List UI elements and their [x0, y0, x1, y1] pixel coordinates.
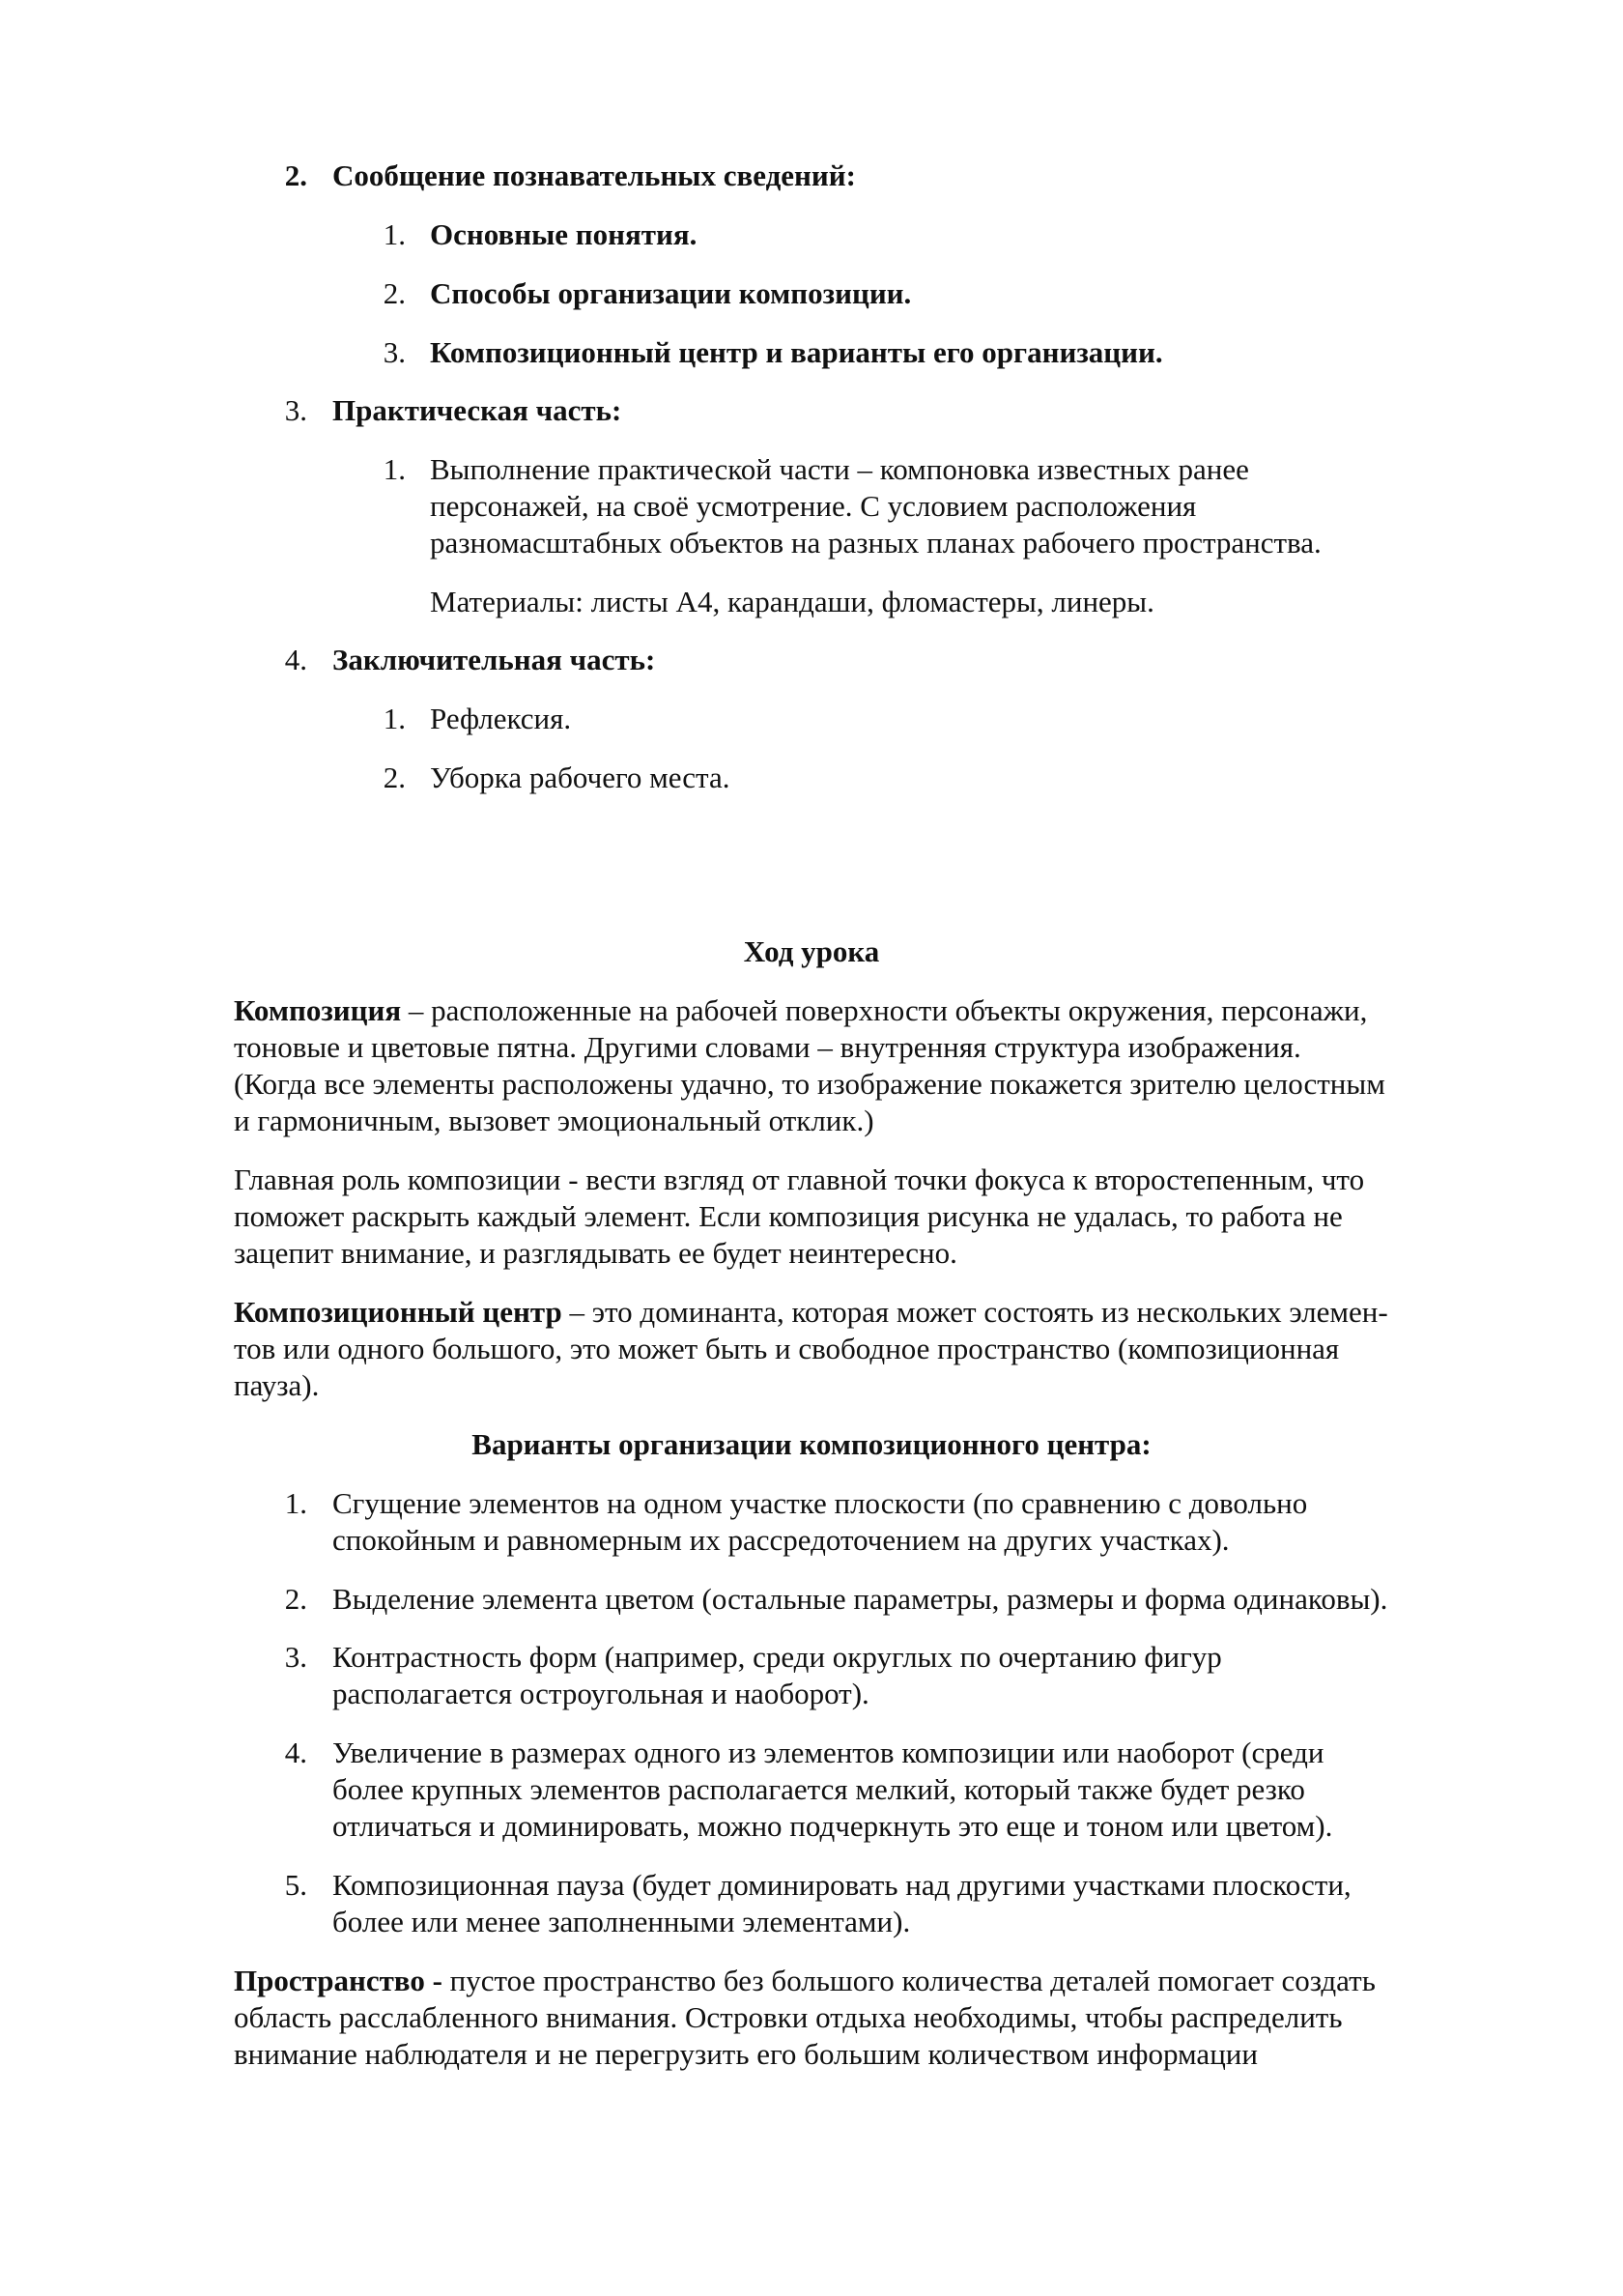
- variant-line: Контрастность форм (например, среди округлых по очертанию фигур: [332, 1640, 1222, 1674]
- paragraph-line: пауза).: [234, 1368, 320, 1402]
- plan-heading-4: Заключительная часть:: [332, 643, 656, 676]
- plan-heading-2: Сообщение познавательных сведений:: [332, 158, 856, 192]
- variant-line: отличаться и доминировать, можно подчеркнуть это еще и тоном или цветом).: [332, 1809, 1333, 1843]
- center-paragraph: [234, 1294, 1388, 1331]
- list-number: 2.: [284, 1582, 307, 1616]
- variant-line: более крупных элементов располагается мелкий, который также будет резко: [332, 1772, 1305, 1806]
- list-number: 2.: [284, 158, 307, 192]
- paragraph-line: – это доминанта, которая может состоять из нескольких элемен-: [561, 1295, 1388, 1329]
- list-number: 3.: [284, 393, 307, 427]
- variant-line: располагается остроугольная и наоборот).: [332, 1677, 869, 1710]
- plan-subitem: Композиционный центр и варианты его организации.: [430, 335, 1163, 369]
- variant-line: Увеличение в размерах одного из элементов композиции или наоборот (среди: [332, 1736, 1324, 1769]
- paragraph-line: тоновые и цветовые пятна. Другими словами – внутренняя структура изображения.: [234, 1030, 1301, 1064]
- paragraph-line: область расслабленного внимания. Островки отдыха необходимы, чтобы распределить: [234, 2000, 1343, 2034]
- term-center: Композиционный центр: [234, 1295, 562, 1329]
- plan-heading-3: Практическая часть:: [332, 393, 622, 427]
- variant-line: Композиционная пауза (будет доминировать над другими участками плоскости,: [332, 1868, 1352, 1902]
- paragraph-line: пустое пространство без большого количества деталей помогает создать: [441, 1964, 1376, 1997]
- plan-subitem: Рефлексия.: [430, 702, 572, 735]
- plan-subitem: Уборка рабочего места.: [430, 761, 730, 794]
- paragraph-line: – расположенные на рабочей поверхности объекты окружения, персонажи,: [401, 993, 1368, 1027]
- list-number: 4.: [284, 1736, 307, 1769]
- list-number: 1.: [383, 217, 406, 251]
- term-composition: Композиция: [234, 993, 402, 1027]
- list-number: 2.: [383, 276, 406, 310]
- plan-subitem: Основные понятия.: [430, 217, 698, 251]
- role-paragraph-line: зацепит внимание, и разглядывать ее будет неинтересно.: [234, 1236, 957, 1270]
- plan-practice-line: разномасштабных объектов на разных планах рабочего пространства.: [430, 526, 1322, 560]
- plan-practice-line: персонажей, на своё усмотрение. С условием расположения: [430, 489, 1197, 523]
- paragraph-line: и гармоничным, вызовет эмоциональный отклик.): [234, 1104, 874, 1137]
- variant-line: Выделение элемента цветом (остальные параметры, размеры и форма одинаковы).: [332, 1582, 1388, 1616]
- paragraph-line: внимание наблюдателя и не перегрузить его большим количеством информации: [234, 2037, 1258, 2071]
- variants-title: Варианты организации композиционного центра:: [471, 1427, 1152, 1461]
- space-paragraph: [234, 1963, 1376, 1999]
- list-number: 3.: [383, 335, 406, 369]
- term-space: Пространство -: [234, 1964, 442, 1997]
- list-number: 4.: [284, 643, 307, 676]
- role-paragraph-line: Главная роль композиции - вести взгляд от главной точки фокуса к второстепенным, что: [234, 1162, 1365, 1196]
- list-number: 2.: [383, 761, 406, 794]
- variant-line: более или менее заполненными элементами).: [332, 1905, 911, 1938]
- plan-subitem: Способы организации композиции.: [430, 276, 912, 310]
- list-number: 1.: [284, 1486, 307, 1520]
- composition-paragraph: [234, 992, 1367, 1029]
- plan-practice-line: Выполнение практической части – компоновка известных ранее: [430, 452, 1249, 486]
- lesson-title: Ход урока: [743, 934, 880, 968]
- list-number: 1.: [383, 702, 406, 735]
- list-number: 5.: [284, 1868, 307, 1902]
- list-number: 1.: [383, 452, 406, 486]
- plan-materials: Материалы: листы А4, карандаши, фломастеры, линеры.: [430, 585, 1154, 618]
- variant-line: Сгущение элементов на одном участке плоскости (по сравнению с довольно: [332, 1486, 1308, 1520]
- paragraph-line: (Когда все элементы расположены удачно, то изображение покажется зрителю целостным: [234, 1067, 1385, 1101]
- paragraph-line: тов или одного большого, это может быть и свободное пространство (композиционная: [234, 1332, 1340, 1365]
- role-paragraph-line: поможет раскрыть каждый элемент. Если композиция рисунка не удалась, то работа не: [234, 1199, 1343, 1233]
- variant-line: спокойным и равномерным их рассредоточением на других участках).: [332, 1523, 1230, 1557]
- list-number: 3.: [284, 1640, 307, 1674]
